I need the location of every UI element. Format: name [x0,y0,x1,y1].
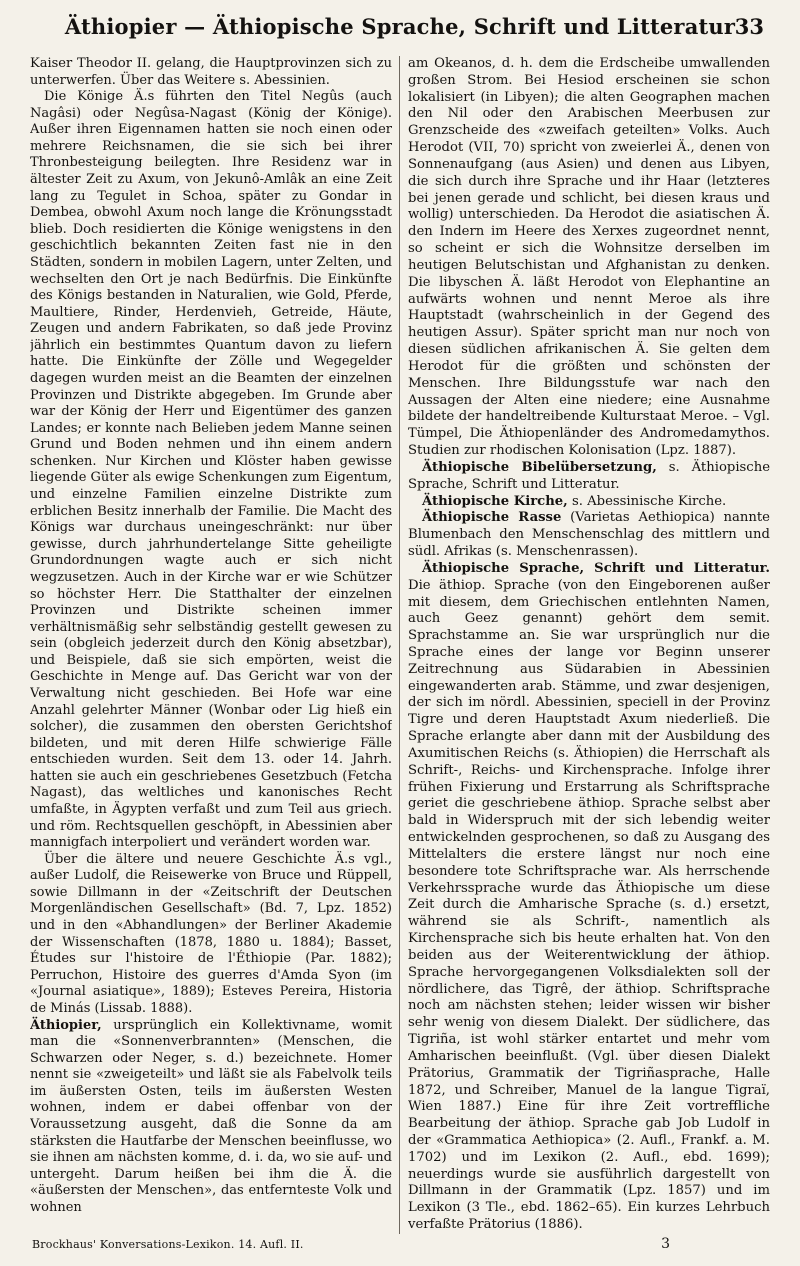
paragraph-text: s. Äthiopische Sprache, Schrift und Litteratur. [408,459,770,492]
page-header [30,14,770,54]
paragraph [30,89,392,852]
left-column [30,56,392,1234]
paragraph-text: s. Abessinische Kirche. [567,493,727,509]
page-footer [30,1238,770,1258]
paragraph [408,494,770,511]
paragraph-text: Kaiser Theodor II. gelang, die Hauptprovinzen sich zu unterwerfen. Über das Weitere s. Abessinien. [30,56,392,88]
paragraph [30,56,392,89]
paragraph [408,561,770,1234]
text-columns [30,56,770,1234]
paragraph-text: am Okeanos, d. h. dem die Erdscheibe umwallenden großen Strom. Bei Hesiod erscheinen sie schon lokalisiert (in Libyen); die alten Geographen machen den Nil oder den Arabischen Meerbusen zur Grenzscheide des «zweifach geteilten» Volks. Auch Herodot (VII, 70) spricht von zweierlei Ä., denen von Sonnenaufgang (aus Asien) und denen aus Libyen, die sich durch ihre Sprache und ihr Haar (letzteres bei jenen gerade und schlicht, bei diesen kraus und wollig) unterschieden. Da Herodot die asiatischen Ä. den Indern im Heere des Xerxes zugeordnet nennt, so scheint er sich die Wohnsitze derselben im heutigen Belutschistan und Afghanistan zu denken. Die libyschen Ä. läßt Herodot von Elephantine an aufwärts wohnen und nennt Meroe als ihre Hauptstadt (wahrscheinlich in der Gegend des heutigen Assur). Später spricht man nur noch von diesen südlichen afrikanischen Ä. Sie gelten dem Herodot für die größten und schönsten der Menschen. Ihre Bildungsstufe war nach den Aussagen der Alten eine niedere; eine Ausnahme bildete der handeltreibende Kulturstaat Meroe. – Vgl. Tümpel, Die Äthiopenländer des Andromedamythos. Studien zur rhodischen Kolonisation (Lpz. 1887). [408,56,770,459]
page-number: 33 [734,14,764,39]
entry-headword: Äthiopische Sprache, Schrift und Litteratur. [422,560,770,576]
paragraph [408,510,770,560]
paragraph [408,56,770,460]
sheet-signature: 3 [661,1236,670,1252]
imprint-line: Brockhaus' Konversations-Lexikon. 14. Aufl. II. [32,1238,304,1251]
paragraph-text: Die Könige Ä.s führten den Titel Negûs (auch Nagâsi) oder Negûsa-Nagast (König der Könige). Außer ihren Eigennamen hatten sie noch einen oder mehrere Reichsnamen, die sie sich bei ihrer Thronbesteigung beilegten. Ihre Residenz war in ältester Zeit zu Axum, von Jekunô-Amlâk an eine Zeit lang zu Tegulet in Schoa, später zu Gondar in Dembea, obwohl Axum noch lange die Krönungsstadt blieb. Doch residierten die Könige wenigstens in den geschichtlich bekannten Zeiten fast nie in den Städten, sondern in mobilen Lagern, unter Zelten, und wechselten den Ort je nach Bedürfnis. Die Einkünfte des Königs bestanden in Naturalien, wie Gold, Pferde, Maultiere, Rinder, Herdenvieh, Getreide, Häute, Zeugen und andern Fabrikaten, so daß jede Provinz jährlich ein bestimmtes Quantum davon zu liefern hatte. Die Einkünfte der Zölle und Wegegelder dagegen wurden meist an die Beamten der einzelnen Provinzen und Distrikte abgegeben. Im Grunde aber war der König der Herr und Eigentümer des ganzen Landes; er konnte nach Belieben jedem Manne seinen Grund und Boden nehmen und ihn einem andern schenken. Nur Kirchen und Klöster haben gewisse liegende Güter als ewige Schenkungen zum Eigentum, und einzelne Familien einzelne Distrikte zum erblichen Besitz innerhalb der Familie. Die Macht des Königs war durchaus uneingeschränkt: nur über gewisse, durch jahrhundertelange Sitte geheiligte Grundordnungen wagte auch er sich nicht wegzusetzen. Auch in der Kirche war er wie Schützer so höchster Herr. Die Statthalter der einzelnen Provinzen und Distrikte scheinen immer verhältnismäßig sehr selbständig gestellt gewesen zu sein (obgleich jederzeit durch den König absetzbar), und Beispiele, daß sie sich empörten, weist die Geschichte in Menge auf. Das Gericht war von der Verwaltung nicht geschieden. Bei Hofe war eine Anzahl gelehrter Männer (Wonbar oder Lig hieß ein solcher), die zusammen den obersten Gerichtshof bildeten, und mit deren Hilfe schwierige Fälle entschieden wurden. Seit dem 13. oder 14. Jahrh. hatten sie auch ein geschriebenes Gesetzbuch (Fetcha Nagast), das weltliches und kanonisches Recht umfaßte, in Ägypten verfaßt und zum Teil aus griech. und röm. Rechtsquellen geschöpft, in Abessinien aber mannigfach interpoliert und verändert worden war. [30,89,392,851]
paragraph-text: (Varietas Aethiopica) nannte Blumenbach den Menschenschlag des mittlern und südl. Afrikas (s. Menschenrassen). [408,510,770,560]
paragraph-text: Über die ältere und neuere Geschichte Ä.s vgl., außer Ludolf, die Reisewerke von Bruce und Rüppell, sowie Dillmann in der «Zeitschrift der Deutschen Morgenländischen Gesellschaft» (Bd. 7, Lpz. 1852) und in den «Abhandlungen» der Berliner Akademie der Wissenschaften (1878, 1880 u. 1884); Basset, Études sur l'histoire de l'Éthiopie (Par. 1882); Perruchon, Histoire des guerres d'Amda Syon (im «Journal asiatique», 1889); Esteves Pereira, Historia de Minás (Lissab. 1888). [30,851,392,1016]
right-column [408,56,770,1234]
paragraph-text: ursprünglich ein Kollektivname, womit man die «Sonnenverbrannten» (Menschen, die Schwarzen oder Neger, s. d.) bezeichnete. Homer nennt sie «zweigeteilt» und läßt sie als Fabelvolk teils im äußersten Osten, teils im äußersten Westen wohnen, indem er dabei offenbar von der Voraussetzung ausgeht, daß die Sonne da am stärksten die Hautfarbe der Menschen beeinflusse, wo sie ihnen am nächsten komme, d. i. da, wo sie auf- und untergeht. Darum heißen bei ihm die Ä. die «äußersten der Menschen», das entfernteste Volk und wohnen [30,1017,392,1215]
entry-headword: Äthiopische Rasse [422,510,562,526]
running-title: Äthiopier — Äthiopische Sprache, Schrift und Litteratur [64,14,736,39]
entry-headword: Äthiopische Bibelübersetzung, [422,459,657,475]
column-divider [399,56,400,1234]
entry-headword: Äthiopische Kirche, [422,493,568,509]
entry-headword: Äthiopier, [30,1017,102,1033]
paragraph [30,1018,392,1217]
paragraph [30,852,392,1018]
paragraph [408,460,770,494]
paragraph-text: Die äthiop. Sprache (von den Eingeborenen außer mit diesem, dem Griechischen entlehnten Namen, auch Geez genannt) gehört dem semit. Sprachstamme an. Sie war ursprünglich nur die Sprache eines der lange vor Beginn unserer Zeitrechnung aus Südarabien in Abessinien eingewanderten arab. Stämme, und zwar desjenigen, der sich im nördl. Abessinien, speciell in der Provinz Tigre und deren Hauptstadt Axum niederließ. Die Sprache erlangte aber dann mit der Ausbildung des Axumitischen Reichs (s. Äthiopien) die Herrschaft als Schrift-, Reichs- und Kirchensprache. Infolge ihrer frühen Fixierung und Erstarrung als Schriftsprache geriet die geschriebene äthiop. Sprache selbst aber bald in Widerspruch mit der sich lebendig weiter entwickelnden gesprochenen, so daß zu Ausgang des Mittelalters die erstere längst nur noch eine besondere tote Schriftsprache war. Als herrschende Verkehrssprache wurde das Äthiopische um diese Zeit durch die Amharische Sprache (s. d.) ersetzt, während sie als Schrift-, namentlich als Kirchensprache sich bis heute erhalten hat. Von den beiden aus der Weiterentwicklung der äthiop. Sprache hervorgegangenen Volksdialekten soll der nördlichere, das Tigrê, der äthiop. Schriftsprache noch am nächsten stehen; leider wissen wir bisher sehr wenig von diesem Dialekt. Der südlichere, das Tigriña, ist wohl stärker entartet und mehr vom Amharischen beeinflußt. (Vgl. über diesen Dialekt Prätorius, Grammatik der Tigriñasprache, Halle 1872, und Schreiber, Manuel de la langue Tigraï, Wien 1887.) Eine für ihre Zeit vortreffliche Bearbeitung der äthiop. Sprache gab Job Ludolf in der «Grammatica Aethiopica» (2. Aufl., Frankf. a. M. 1702) und im Lexikon (2. Aufl., ebd. 1699); neuerdings wurde sie ausführlich dargestellt von Dillmann in der Grammatik (Lpz. 1857) und im Lexikon (3 Tle., ebd. 1862–65). Ein kurzes Lehrbuch verfaßte Prätorius (1886). [408,577,770,1233]
